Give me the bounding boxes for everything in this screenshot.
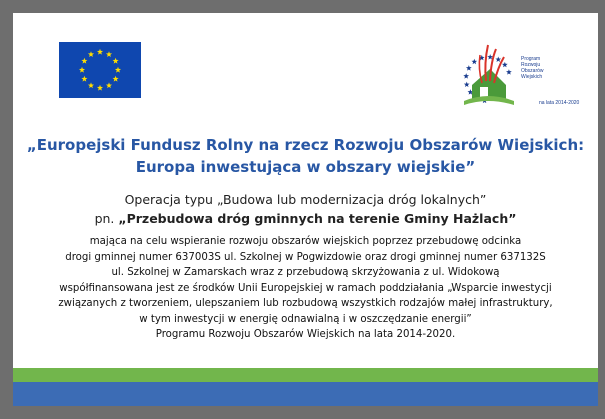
title-line-2: Europa inwestująca w obszary wiejskie” [135,158,476,176]
star-icon [88,82,94,88]
description-line: ul. Szkolnej w Zamarskach wraz z przebudową skrzyżowania z ul. Widokową [111,267,500,278]
star-icon [113,58,119,64]
star-icon [466,65,472,70]
eu-flag-icon [59,42,141,98]
star-icon [471,59,477,64]
prow-line: Program [521,56,541,62]
prow-years: na lata 2014-2020 [539,100,580,106]
star-icon [464,82,470,87]
star-icon [81,76,87,82]
star-icon [463,73,469,78]
green-band [13,368,598,382]
operation-name-line [13,209,598,228]
star-icon [81,58,87,64]
operation-prefix: pn. [94,211,119,226]
star-icon [502,62,508,67]
star-icon [88,51,94,57]
fund-title [13,134,598,178]
star-icon [106,82,112,88]
star-icon [113,76,119,82]
star-icon [79,67,85,73]
description-line: mająca na celu wspieranie rozwoju obszarów wiejskich poprzez przebudowę odcinka [89,236,522,247]
description-line: w tym inwestycji w energię odnawialną i w oszczędzanie energii” [139,313,472,325]
star-icon [106,51,112,57]
description-line: Programu Rozwoju Obszarów Wiejskich na lata 2014-2020. [155,329,456,340]
star-icon [495,57,501,62]
prow-line: Rozwoju [521,62,541,68]
description [13,234,598,343]
operation-heading [13,190,598,228]
title-line-1: „Europejski Fundusz Rolny na rzecz Rozwoju Obszarów Wiejskich: [26,136,585,154]
star-icon [115,67,121,73]
star-icon [506,69,512,74]
description-line: współfinansowana jest ze środków Unii Europejskiej w ramach poddziałania „Wsparcie inwestycji [59,282,552,294]
prow-line: Obszarów [521,68,544,74]
prow-logo-icon [458,39,598,109]
operation-name: „Przebudowa dróg gminnych na terenie Gminy Hażlach” [118,211,517,226]
operation-type: Operacja typu „Budowa lub modernizacja dróg lokalnych” [124,192,487,207]
description-line: związanych z tworzeniem, ulepszaniem lub rozbudową wszystkich rodzajów małej infrastruktury, [58,298,553,309]
prow-line: Wiejskich [521,74,543,80]
star-icon [97,49,103,55]
description-line: drogi gminnej numer 637003S ul. Szkolnej w Pogwizdowie oraz drogi gminnej numer 637132S [65,251,546,263]
info-board [13,13,598,406]
star-icon [97,85,103,91]
prow-logo-text [521,56,544,80]
blue-band [13,382,598,406]
